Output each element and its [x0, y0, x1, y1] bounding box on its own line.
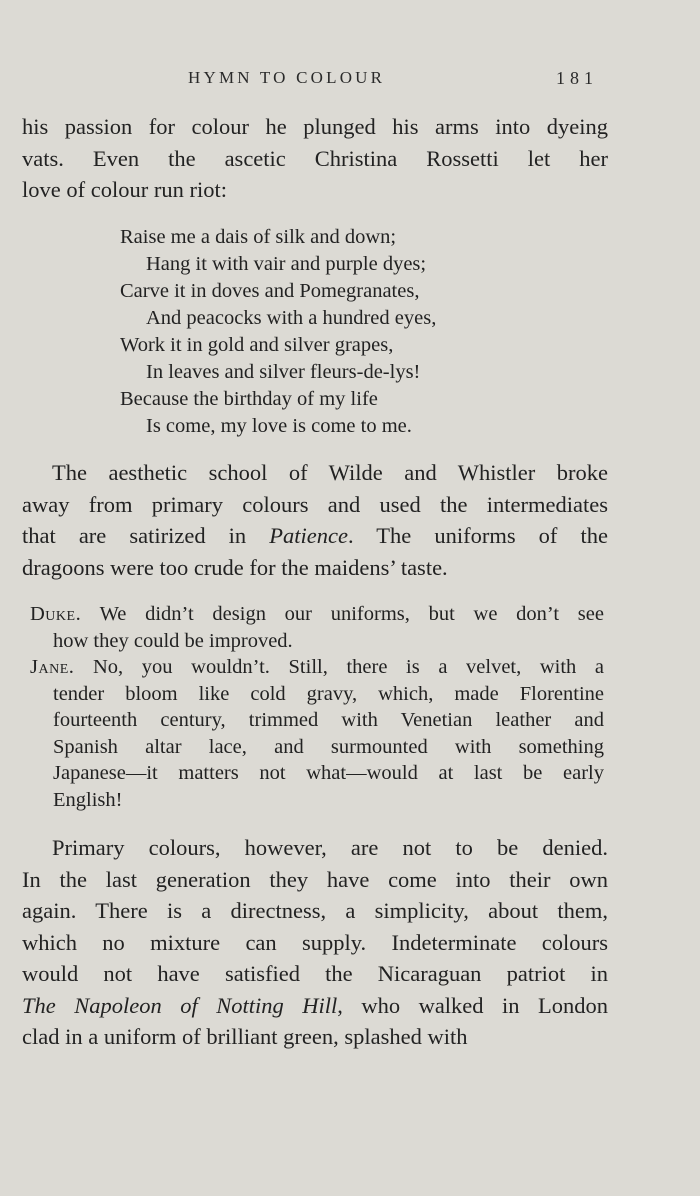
poem-line: Is come, my love is come to me. [146, 415, 412, 437]
paragraph-aesthetic-school [22, 457, 608, 583]
dialogue-text: No, you wouldn’t. Still, there is a velvet, with a [74, 656, 604, 678]
dialogue-text: We didn’t design our uniforms, but we don’t see [81, 603, 604, 625]
poem-line: Raise me a dais of silk and down; [120, 226, 397, 248]
paragraph-line: vats. Even the ascetic Christina Rossetti let her [22, 145, 608, 171]
paragraph-line: dragoons were too crude for the maidens’ taste. [22, 554, 448, 580]
speaker-duke: Duke. [30, 603, 82, 625]
dialogue-line: English! [53, 788, 123, 811]
paragraph-line: clad in a uniform of brilliant green, splashed with [22, 1024, 468, 1049]
paragraph-line: which no mixture can supply. Indeterminate colours [22, 929, 608, 955]
dialogue-line: tender bloom like cold gravy, which, made Florentine [53, 682, 604, 705]
paragraph-line: In the last generation they have come into their own [22, 866, 608, 892]
dialogue-jane [30, 654, 604, 813]
paragraph-primary-colours [22, 832, 608, 1053]
dialogue-line: how they could be improved. [53, 629, 293, 652]
dialogue-line: Japanese—it matters not what—would at last be early [53, 762, 604, 784]
poem-line: Hang it with vair and purple dyes; [146, 253, 427, 275]
poem-line: In leaves and silver fleurs-de-lys! [146, 361, 421, 383]
poem-line: Because the birthday of my life [120, 388, 378, 410]
rossetti-poem [120, 224, 436, 440]
paragraph-line: again. There is a directness, a simplicity, about them, [22, 898, 608, 923]
page-number: 181 [556, 68, 598, 88]
running-title: HYMN TO COLOUR [188, 68, 386, 87]
paragraph-line: would not have satisfied the Nicaraguan patriot in [22, 961, 608, 986]
paragraph-rossetti-intro [22, 111, 608, 206]
title-napoleon-of-notting-hill: The Napoleon of Notting Hill [22, 992, 338, 1018]
dialogue-line [30, 654, 604, 681]
paragraph-line: The aesthetic school of Wilde and Whistler broke [52, 460, 608, 485]
paragraph-line [22, 520, 608, 552]
poem-line: Carve it in doves and Pomegranates, [120, 280, 420, 302]
dialogue-line: fourteenth century, trimmed with Venetian leather and [53, 709, 604, 731]
dialogue-duke [30, 601, 604, 654]
paragraph-line: love of colour run riot: [22, 177, 227, 202]
paragraph-line: Primary colours, however, are not to be denied. [52, 835, 608, 860]
poem-line: And peacocks with a hundred eyes, [146, 307, 437, 329]
paragraph-text: , who walked in London [337, 992, 609, 1018]
poem-line: Work it in gold and silver grapes, [120, 334, 394, 356]
paragraph-text: that are satirized in [22, 523, 270, 548]
paragraph-text: . The uniforms of the [347, 523, 608, 548]
paragraph-line: his passion for colour he plunged his arms into dyeing [22, 114, 608, 139]
paragraph-line: away from primary colours and used the intermediates [22, 491, 608, 517]
dialogue-line: Spanish altar lace, and surmounted with something [53, 735, 604, 758]
title-patience: Patience [269, 523, 348, 548]
paragraph-line [22, 990, 608, 1022]
speaker-jane: Jane. [30, 656, 75, 678]
dialogue-line [30, 601, 604, 628]
running-head [0, 68, 700, 94]
